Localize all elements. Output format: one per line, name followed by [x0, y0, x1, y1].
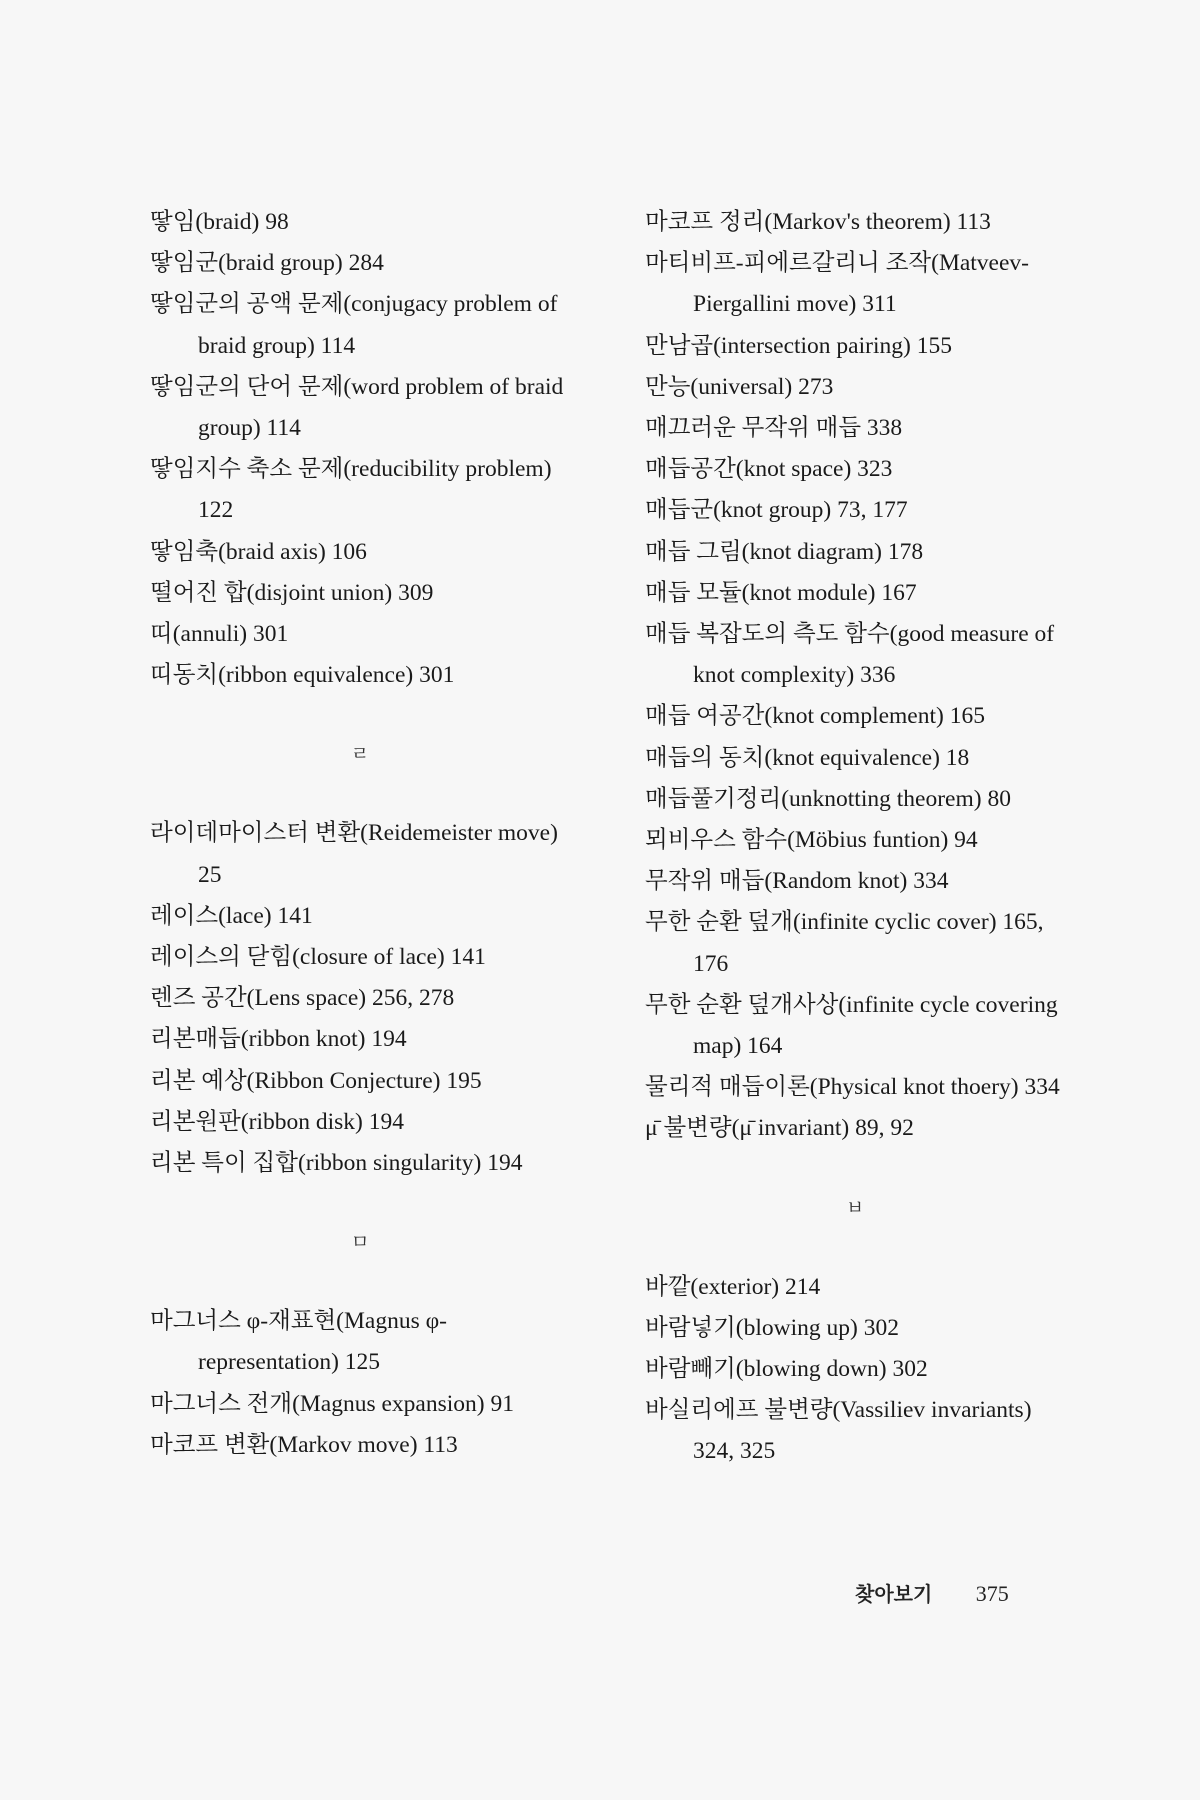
index-entry: 땋임군의 단어 문제(word problem of braid group) 114	[150, 373, 564, 442]
index-entry: 마그너스 전개(Magnus expansion) 91	[150, 1390, 514, 1417]
index-entry: 리본원판(ribbon disk) 194	[150, 1108, 404, 1135]
index-entry: 매듭 여공간(knot complement) 165	[645, 703, 985, 730]
index-entry: 리본매듭(ribbon knot) 194	[150, 1026, 407, 1053]
index-entry: 매듭군(knot group) 73, 177	[645, 497, 908, 524]
index-group-tt	[150, 202, 570, 696]
right-column	[645, 202, 1065, 1473]
section-header-rieul: ㄹ	[350, 743, 370, 766]
index-entry: 매듭의 동치(knot equivalence) 18	[645, 744, 970, 771]
index-entry: 렌즈 공간(Lens space) 256, 278	[150, 985, 455, 1012]
index-entry: 매듭 복잡도의 측도 함수(good measure of knot complexity) 336	[645, 621, 1055, 689]
index-entry: 매끄러운 무작위 매듭 338	[645, 415, 903, 442]
index-entry: 마코프 정리(Markov's theorem) 113	[645, 209, 991, 235]
index-entry: 무한 순환 덮개사상(infinite cycle covering map) 164	[645, 991, 1058, 1060]
index-entry: 바람빼기(blowing down) 302	[645, 1356, 928, 1383]
index-entry: 땋임(braid) 98	[150, 209, 289, 235]
index-entry: 리본 예상(Ribbon Conjecture) 195	[150, 1067, 482, 1094]
index-entry: 매듭 그림(knot diagram) 178	[645, 538, 924, 565]
index-group-m-cont	[645, 202, 1065, 1150]
page-number: 375	[975, 1581, 1009, 1606]
section-header-bieup: ㅂ	[845, 1196, 865, 1219]
index-group-m	[150, 1301, 570, 1466]
index-entry: 라이데마이스터 변환(Reidemeister move) 25	[150, 820, 558, 888]
index-entry: 띠(annuli) 301	[150, 621, 289, 648]
index-entry: 바실리에프 불변량(Vassiliev invariants) 324, 325	[645, 1397, 1032, 1465]
index-group-b	[645, 1267, 1065, 1473]
index-entry: 매듭풀기정리(unknotting theorem) 80	[645, 785, 1011, 812]
index-entry: 레이스의 닫힘(closure of lace) 141	[150, 944, 486, 971]
index-group-r	[150, 813, 570, 1184]
index-entry: 바깥(exterior) 214	[645, 1273, 821, 1300]
index-entry: 리본 특이 집합(ribbon singularity) 194	[150, 1150, 523, 1177]
index-entry: 땋임축(braid axis) 106	[150, 538, 367, 565]
index-entry: 무작위 매듭(Random knot) 334	[645, 868, 949, 895]
index-entry: 마티비프-피에르갈리니 조작(Matveev-Piergallini move) 311	[645, 250, 1029, 318]
section-header-mieum: ㅁ	[350, 1231, 370, 1254]
index-entry: 땋임지수 축소 문제(reducibility problem) 122	[150, 456, 552, 524]
index-entry: 뫼비우스 함수(Möbius funtion) 94	[645, 827, 978, 854]
index-entry: 바람넣기(blowing up) 302	[645, 1314, 899, 1341]
index-entry: 물리적 매듭이론(Physical knot thoery) 334	[645, 1074, 1060, 1101]
index-entry: μ̄ 불변량(μ̄ invariant) 89, 92	[645, 1115, 914, 1142]
index-entry: 땋임군(braid group) 284	[150, 250, 384, 277]
index-entry: 마그너스 φ-재표현(Magnus φ-representation) 125	[150, 1308, 447, 1376]
index-entry: 만남곱(intersection pairing) 155	[645, 332, 952, 359]
index-entry: 레이스(lace) 141	[150, 902, 313, 929]
index-entry: 매듭공간(knot space) 323	[645, 456, 893, 483]
index-entry: 띠동치(ribbon equivalence) 301	[150, 662, 455, 689]
index-entry: 무한 순환 덮개(infinite cyclic cover) 165, 176	[645, 909, 1044, 977]
index-entry: 마코프 변환(Markov move) 113	[150, 1431, 458, 1458]
index-entry: 떨어진 합(disjoint union) 309	[150, 579, 434, 606]
index-entry: 매듭 모듈(knot module) 167	[645, 579, 917, 606]
index-entry: 만능(universal) 273	[645, 373, 834, 400]
left-column	[150, 202, 570, 1466]
page-footer	[855, 1578, 1009, 1607]
footer-label: 찾아보기	[855, 1582, 933, 1606]
index-entry: 땋임군의 공액 문제(conjugacy problem of braid group) 114	[150, 291, 558, 359]
